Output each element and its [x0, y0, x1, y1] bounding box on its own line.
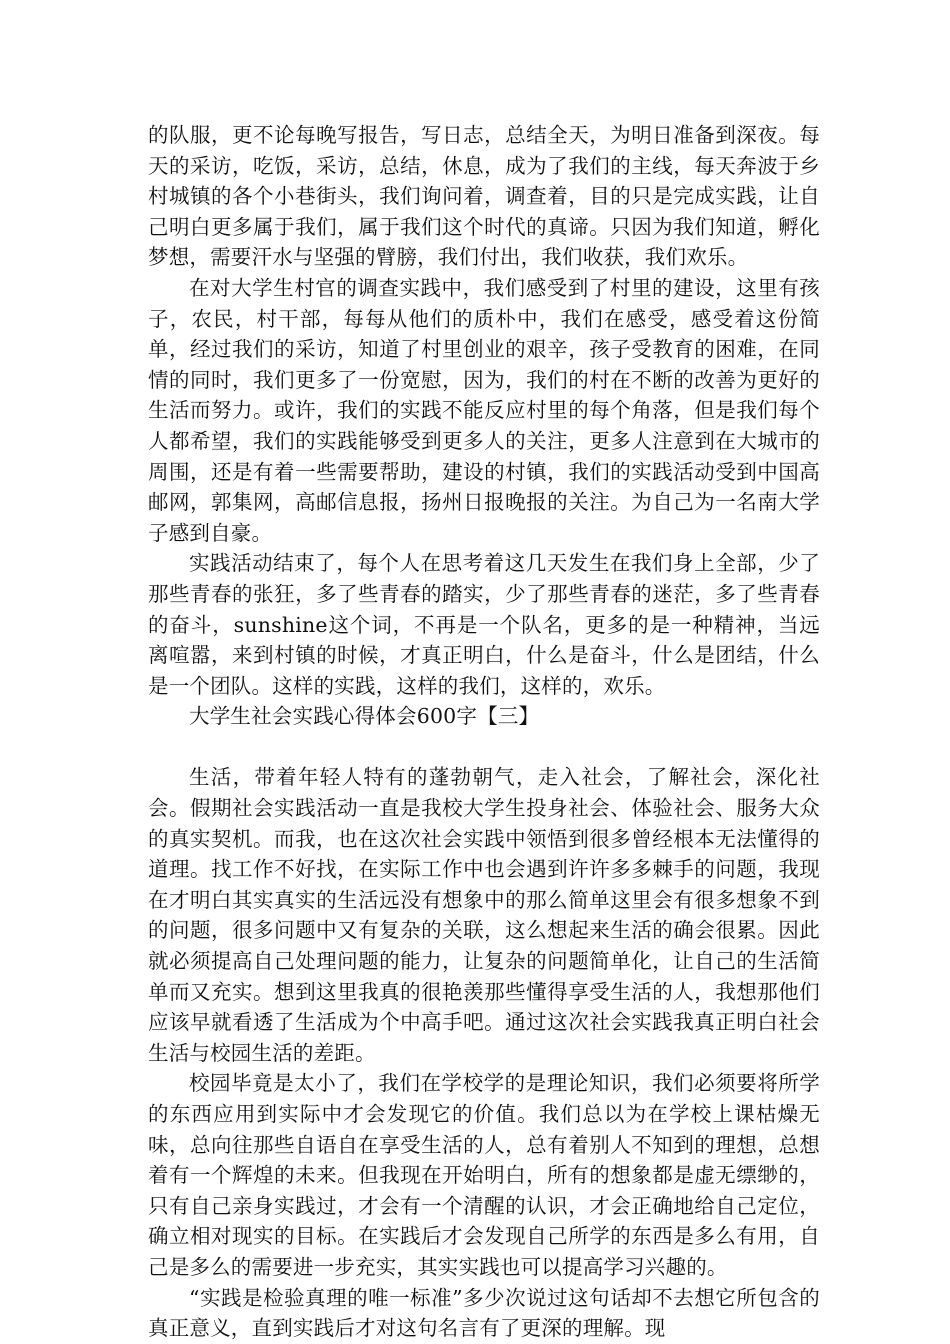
paragraph: 的队服，更不论每晚写报告，写日志，总结全天，为明日准备到深夜。每天的采访，吃饭，采访，总结，休息，成为了我们的主线，每天奔波于乡村城镇的各个小巷街头，我们询问着，调查着，目的只是完成实践，让自己明白更多属于我们，属于我们这个时代的真谛。只因为我们知道，孵化梦想，需要汗水与坚强的臂膀，我们付出，我们收获，我们欢乐。: [148, 123, 820, 270]
section-heading: 大学生社会实践心得体会600字【三】: [189, 704, 540, 729]
document-body: [148, 120, 820, 1344]
paragraph: 实践活动结束了，每个人在思考着这几天发生在我们身上全部，少了那些青春的张狂，多了些青春的踏实，少了那些青春的迷茫，多了些青春的奋斗，sunshine这个词，不再是一个队名，更多的是一种精神，当远离喧嚣，来到村镇的时候，才真正明白，什么是奋斗，什么是团结，什么是一个团队。这样的实践，这样的我们，这样的，欢乐。: [148, 551, 820, 698]
paragraph: “实践是检验真理的唯一标准”多少次说过这句话却不去想它所包含的真正意义，直到实践后才对这句名言有了更深的理解。现: [148, 1285, 820, 1341]
paragraph: 在对大学生村官的调查实践中，我们感受到了村里的建设，这里有孩子，农民，村干部，每每从他们的质朴中，我们在感受，感受着这份简单，经过我们的采访，知道了村里创业的艰辛，孩子受教育的困难，在同情的同时，我们更多了一份宽慰，因为，我们的村在不断的改善为更好的生活而努力。或许，我们的实践不能反应村里的每个角落，但是我们每个人都希望，我们的实践能够受到更多人的关注，更多人注意到在大城市的周围，还是有着一些需要帮助，建设的村镇，我们的实践活动受到中国高邮网，郭集网，高邮信息报，扬州日报晚报的关注。为自己为一名南大学子感到自豪。: [148, 275, 820, 545]
paragraph: 校园毕竟是太小了，我们在学校学的是理论知识，我们必须要将所学的东西应用到实际中才会发现它的价值。我们总以为在学校上课枯燥无味，总向往那些自语自在享受生活的人，总有着别人不知到的理想，总想着有一个辉煌的未来。但我现在开始明白，所有的想象都是虚无缥缈的，只有自己亲身实践过，才会有一个清醒的认识，才会正确地给自己定位，确立相对现实的目标。在实践后才会发现自己所学的东西是多么有用，自己是多么的需要进一步充实，其实实践也可以提高学习兴趣的。: [148, 1071, 820, 1279]
paragraph: 生活，带着年轻人特有的蓬勃朝气，走入社会，了解社会，深化社会。假期社会实践活动一直是我校大学生投身社会、体验社会、服务大众的真实契机。而我，也在这次社会实践中领悟到很多曾经根本无法懂得的道理。找工作不好找，在实际工作中也会遇到许许多多棘手的问题，我现在才明白其实真实的生活远没有想象中的那么简单这里会有很多想象不到的问题，很多问题中又有复杂的关联，这么想起来生活的确会很累。因此就必须提高自己处理问题的能力，让复杂的问题简单化，让自己的生活简单而又充实。想到这里我真的很艳羡那些懂得享受生活的人，我想那他们应该早就看透了生活成为个中高手吧。通过这次社会实践我真正明白社会生活与校园生活的差距。: [148, 765, 820, 1065]
blank-line: [148, 732, 820, 763]
